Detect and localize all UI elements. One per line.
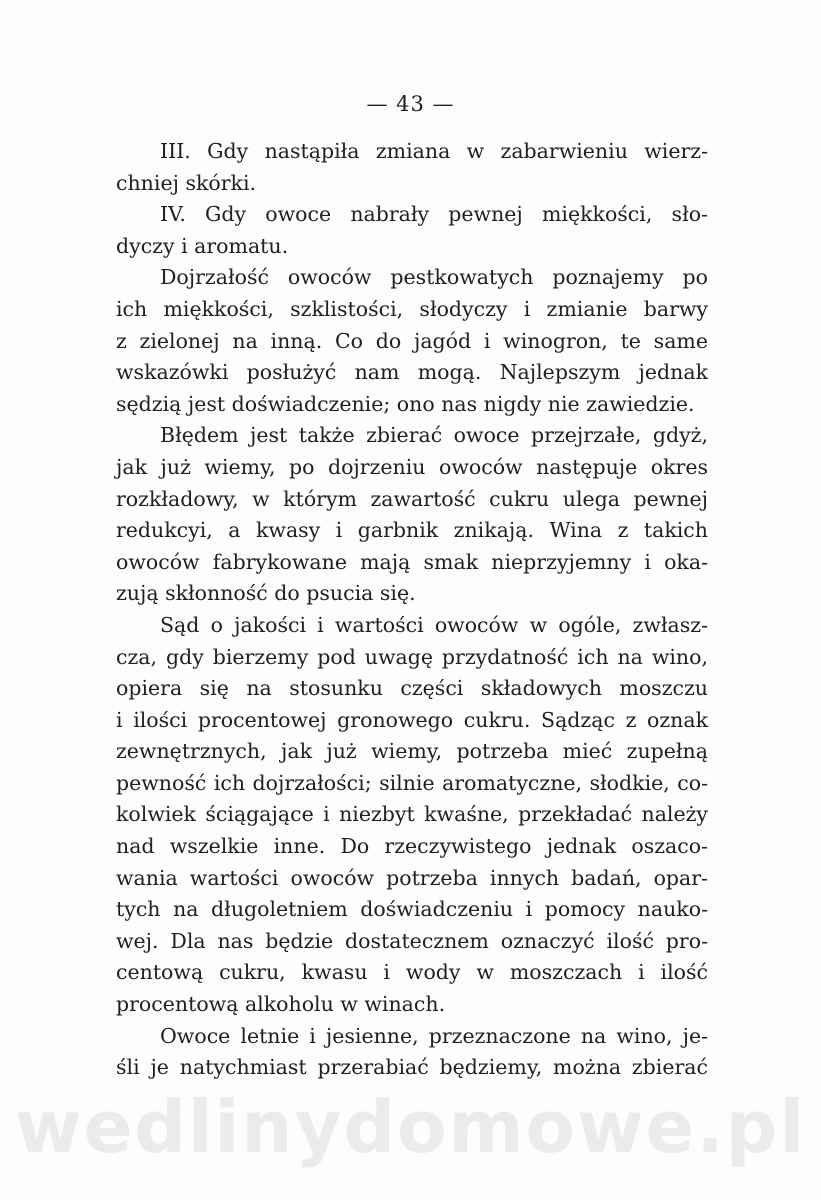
text-line: tych na długoletniem doświadczeniu i pomocy nauko- [116,897,708,922]
text-line: centową cukru, kwasu i wody w moszczach i ilość [116,960,708,985]
text-line: wskazówki posłużyć nam mogą. Najlepszym jednak [116,360,708,385]
body-text [116,136,708,1084]
paragraph [116,199,708,262]
paragraph [116,610,708,1021]
text-line: jak już wiemy, po dojrzeniu owoców następuje okres [116,454,708,479]
paragraph [116,262,708,420]
text-line: dyczy i aromatu. [116,233,289,258]
text-line: wej. Dla nas będzie dostatecznem oznaczyć ilość pro- [116,928,708,953]
text-line: opiera się na stosunku części składowych moszczu [116,676,708,701]
text-line: Sąd o jakości i wartości owoców w ogóle, zwłasz- [160,612,708,637]
text-line: Dojrzałość owoców pestkowatych poznajemy po [160,265,708,290]
text-line: Owoce letnie i jesienne, przeznaczone na wino, je- [160,1023,708,1048]
text-line: i ilości procentowej gronowego cukru. Sądząc z oznak [116,707,708,732]
text-line: sędzią jest doświadczenie; ono nas nigdy nie zawiedzie. [116,391,695,416]
text-line: ich miękkości, szklistości, słodyczy i zmianie barwy [116,296,708,321]
text-line: redukcyi, a kwasy i garbnik znikają. Wina z takich [116,518,708,543]
text-line: rozkładowy, w którym zawartość cukru ulega pewnej [116,486,708,511]
text-line: Błędem jest także zbierać owoce przejrzałe, gdyż, [160,423,708,448]
text-line: kolwiek ściągające i niezbyt kwaśne, przekładać należy [116,802,708,827]
text-line: owoców fabrykowane mają smak nieprzyjemny i oka- [116,549,708,574]
text-line: śli je natychmiast przerabiać będziemy, można zbierać [116,1055,708,1080]
text-line: z zielonej na inną. Co do jagód i winogron, te same [116,328,708,353]
text-line: zewnętrznych, jak już wiemy, potrzeba mieć zupełną [116,739,708,764]
text-line: IV. Gdy owoce nabrały pewnej miękkości, sło- [160,202,708,227]
text-line: pewność ich dojrzałości; silnie aromatyczne, słodkie, co- [116,770,708,795]
text-line: III. Gdy nastąpiła zmiana w zabarwieniu wierz- [160,139,708,163]
text-line: zują skłonność do psucia się. [116,581,416,606]
paragraph [116,136,708,199]
paragraph [116,420,708,610]
text-line: nad wszelkie inne. Do rzeczywistego jednak oszaco- [116,834,708,859]
text-line: chniej skórki. [116,170,257,195]
watermark: wedlinydomowe.pl [15,1085,806,1169]
page-number: — 43 — [366,92,455,116]
paragraph [116,1021,708,1084]
text-line: cza, gdy bierzemy pod uwagę przydatność ich na wino, [116,644,708,669]
text-line: procentową alkoholu w winach. [116,992,446,1017]
text-line: wania wartości owoców potrzeba innych badań, opar- [116,865,708,890]
